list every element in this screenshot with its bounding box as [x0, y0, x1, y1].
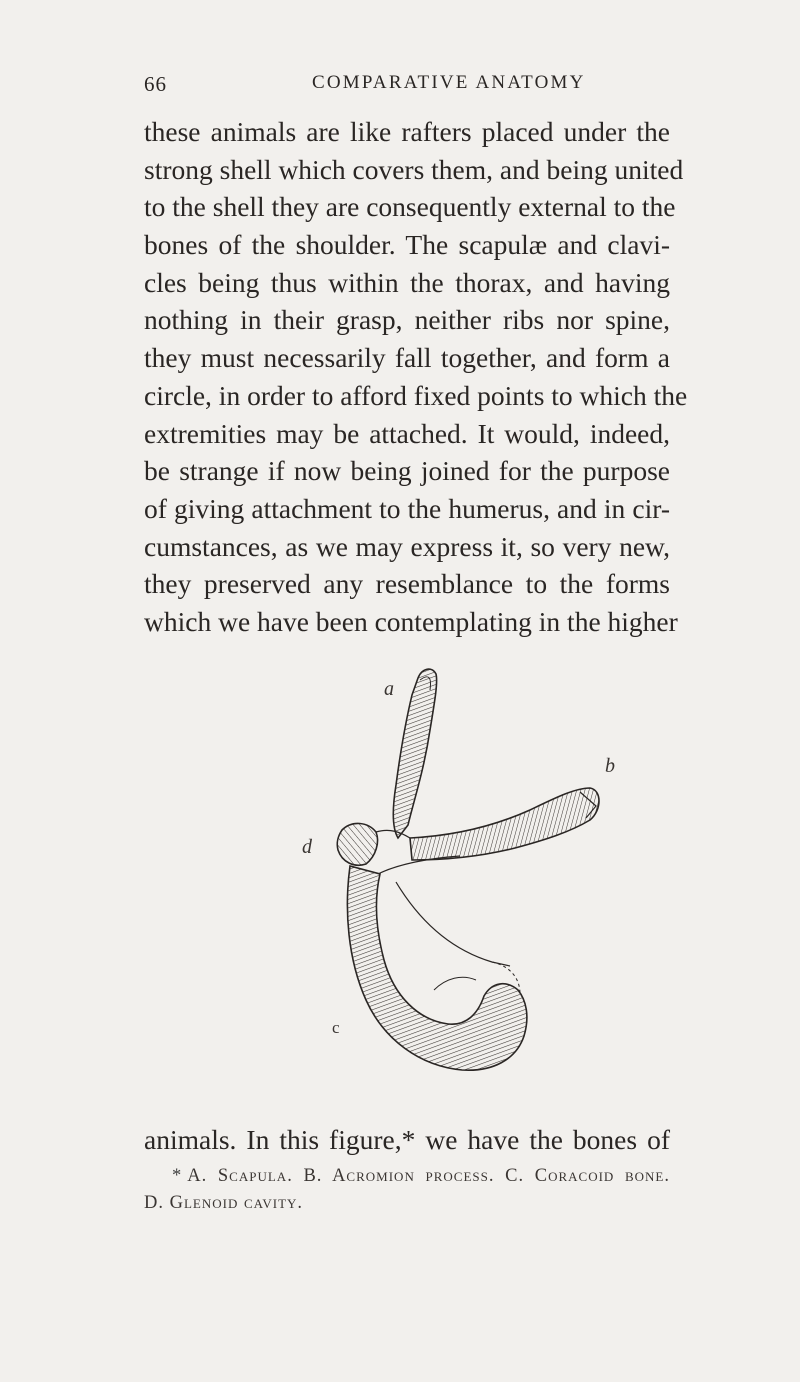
glenoid-cavity	[337, 823, 377, 865]
text-line: cles being thus within the thorax, and having	[144, 266, 670, 298]
coracoid-bone	[347, 866, 526, 1070]
text-line: strong shell which covers them, and being united	[144, 153, 684, 185]
text-line: they must necessarily fall together, and form a	[144, 342, 670, 374]
text-line: cumstances, as we may express it, so very new,	[144, 530, 670, 562]
text-line: to the shell they are consequently external to the	[144, 191, 676, 223]
figure-label-c: c	[332, 1018, 340, 1037]
acromion-process	[410, 788, 599, 860]
shoulder-bones-illustration	[280, 660, 640, 1120]
footnote	[144, 1163, 670, 1217]
scapula-bone	[393, 669, 436, 838]
running-title: COMPARATIVE ANATOMY	[312, 72, 586, 93]
text-line: be strange if now being joined for the purpose	[144, 455, 670, 487]
bone-figure	[280, 660, 640, 1120]
text-line: nothing in their grasp, neither ribs nor spine,	[144, 304, 670, 336]
text-line-continuation: animals. In this figure,* we have the bones of	[144, 1124, 670, 1155]
figure-label-d: d	[302, 836, 312, 858]
text-line: which we have been contemplating in the higher	[144, 605, 678, 637]
text-line: these animals are like rafters placed under the	[144, 116, 670, 147]
footnote-line-2: D. Glenoid cavity.	[144, 1193, 304, 1213]
figure-label-b: b	[605, 755, 615, 777]
page-number: 66	[144, 72, 167, 96]
text-line: bones of the shoulder. The scapulæ and clavi-	[144, 229, 670, 261]
text-line: of giving attachment to the humerus, and in cir-	[144, 492, 670, 524]
text-line: extremities may be attached. It would, indeed,	[144, 417, 670, 449]
running-head	[144, 72, 664, 102]
footnote-marker: *	[172, 1166, 182, 1186]
footnote-line-1	[144, 1163, 670, 1190]
text-line: they preserved any resemblance to the forms	[144, 568, 670, 600]
footnote-text-1: A. Scapula. B. Acromion process. C. Coracoid bone.	[187, 1166, 670, 1186]
figure-label-a: a	[384, 678, 394, 700]
text-line: circle, in order to afford fixed points to which the	[144, 379, 688, 411]
body-text	[144, 113, 688, 641]
